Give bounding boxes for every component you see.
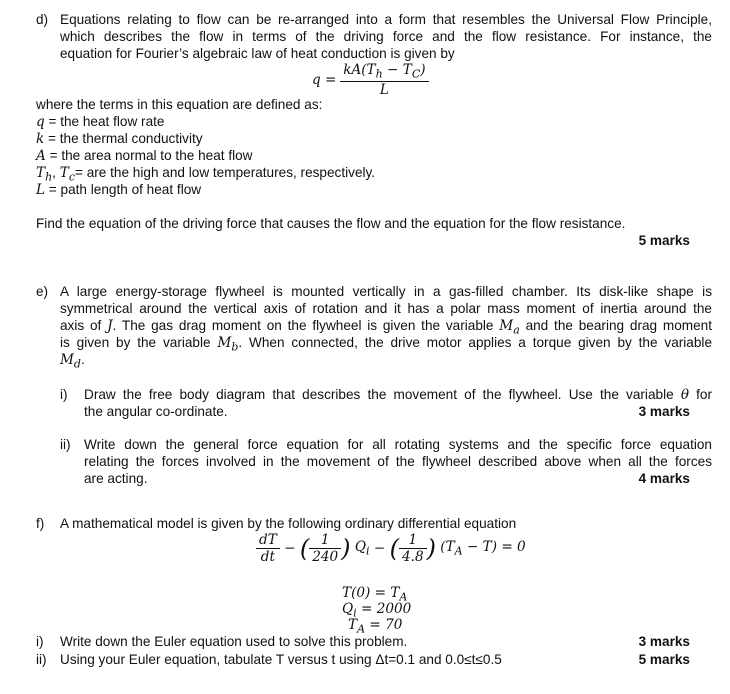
ode-paren-close-2: ) bbox=[426, 534, 436, 563]
cond3-b: = 70 bbox=[365, 617, 403, 633]
section-f-i-text: Write down the Euler equation used to solve this problem. bbox=[60, 634, 408, 649]
fourier-equation-fraction bbox=[340, 62, 428, 98]
ode-paren-open-2: ( bbox=[389, 534, 399, 563]
section-d-question: Find the equation of the driving force that causes the flow and the equation for the flow resistance. bbox=[36, 216, 626, 231]
section-e-ii-line-3: are acting. bbox=[84, 471, 148, 486]
fourier-equation bbox=[312, 62, 429, 98]
temp-high-symbol: T bbox=[36, 165, 46, 181]
term-k-symbol: k bbox=[36, 131, 45, 147]
e-line4-m: M bbox=[217, 335, 232, 351]
e-line5-m-sub: d bbox=[73, 357, 81, 371]
e-line3-j: J bbox=[107, 318, 113, 334]
section-f-ii-marks: 5 marks bbox=[638, 652, 690, 667]
ode-ta-sub: A bbox=[454, 544, 463, 558]
eq-num-a: kA(T bbox=[343, 62, 376, 78]
ode-minus-2: − bbox=[373, 540, 386, 557]
term-l-definition: = path length of heat flow bbox=[45, 182, 202, 197]
term-l-symbol: L bbox=[36, 182, 46, 198]
term-a bbox=[36, 148, 253, 164]
section-e-ii-label: ii) bbox=[60, 437, 71, 452]
section-e-i-marks: 3 marks bbox=[638, 404, 690, 419]
ode-derivative bbox=[256, 532, 280, 565]
section-f-ii-text: Using your Euler equation, tabulate T versus t using Δt=0.1 and 0.0≤t≤0.5 bbox=[60, 652, 502, 667]
ode-paren-open-1: ( bbox=[299, 534, 310, 563]
term-q-symbol: q bbox=[36, 114, 45, 130]
term-q bbox=[36, 114, 164, 130]
e-line4-b: . When connected, the drive motor applies a torque given by the variable bbox=[238, 335, 713, 350]
e-i-line1-a: Draw the free body diagram that describes the movement of the flywheel. Use the variable bbox=[84, 387, 681, 402]
section-f-intro: A mathematical model is given by the following ordinary differential equation bbox=[60, 516, 517, 531]
ode-minus-1: − bbox=[284, 540, 296, 557]
ode-ta: (T bbox=[440, 539, 455, 556]
eq-num-sub-c: C bbox=[411, 67, 421, 81]
term-l bbox=[36, 182, 201, 198]
section-e-line-3 bbox=[60, 318, 712, 337]
temp-separator: , bbox=[52, 165, 60, 180]
section-e-ii-line-2: relating the forces involved in the movement of the flywheel described above when all the forces bbox=[84, 454, 712, 469]
eq-num-b: − T bbox=[382, 62, 412, 78]
ode-tail-text: − T) = 0 bbox=[462, 539, 526, 556]
ode-equation bbox=[256, 532, 526, 565]
cond2-sub: i bbox=[353, 606, 357, 620]
ode-q-sub: i bbox=[366, 544, 370, 558]
section-f-ii-label: ii) bbox=[36, 652, 47, 667]
section-e-ii-marks: 4 marks bbox=[638, 471, 690, 486]
e-line5-end: . bbox=[80, 352, 85, 367]
fourier-equation-denominator: L bbox=[340, 81, 428, 98]
cond2-b: = 2000 bbox=[356, 601, 412, 617]
theta-symbol: θ bbox=[680, 387, 689, 403]
ode-q-term bbox=[354, 539, 370, 558]
terms-intro: where the terms in this equation are defined as: bbox=[36, 97, 323, 112]
cond3-sub: A bbox=[357, 622, 366, 636]
eq-num-sub-h: h bbox=[375, 67, 383, 81]
section-e-label: e) bbox=[36, 284, 49, 299]
term-temperatures bbox=[36, 165, 375, 184]
temp-low-sub: c bbox=[68, 170, 75, 184]
temp-high-sub: h bbox=[45, 170, 53, 184]
ode-paren-close-1: ) bbox=[341, 534, 351, 563]
cond1-sub: A bbox=[399, 590, 408, 604]
section-e-i-label: i) bbox=[60, 387, 68, 402]
term-k-definition: = the thermal conductivity bbox=[44, 131, 203, 146]
ode-48: 4.8 bbox=[399, 548, 427, 565]
section-f-i-marks: 3 marks bbox=[638, 634, 690, 649]
section-d-line-2: which describes the flow in terms of the driving force and the flow resistance. For instance, the bbox=[60, 29, 712, 44]
term-q-definition: = the heat flow rate bbox=[44, 114, 165, 129]
ode-240: 240 bbox=[309, 548, 341, 565]
e-line3-a: axis of bbox=[60, 318, 108, 333]
ode-fraction-48 bbox=[399, 532, 427, 565]
ode-one-a: 1 bbox=[320, 532, 330, 548]
e-line5-m: M bbox=[60, 352, 74, 368]
ode-one-b: 1 bbox=[408, 532, 418, 548]
ode-fraction-240 bbox=[309, 532, 341, 565]
cond2-a: Q bbox=[342, 601, 354, 617]
e-i-line1-b: for bbox=[689, 387, 713, 402]
ode-dT: dT bbox=[259, 532, 277, 548]
section-d-marks: 5 marks bbox=[638, 233, 690, 248]
section-d-line-1: Equations relating to flow can be re-arranged into a form that resembles the Universal Flow Principle, bbox=[60, 12, 712, 27]
section-f-label: f) bbox=[36, 516, 45, 531]
term-k bbox=[36, 131, 203, 147]
e-line4-m-sub: b bbox=[231, 340, 239, 354]
cond3-a: T bbox=[348, 617, 358, 633]
ode-q: Q bbox=[354, 539, 367, 556]
section-e-ii-line-1: Write down the general force equation for all rotating systems and the specific force equation bbox=[84, 437, 712, 452]
cond1-a: T(0) = T bbox=[342, 585, 400, 601]
fourier-equation-lhs: q = bbox=[312, 71, 337, 88]
section-f-i-label: i) bbox=[36, 634, 44, 649]
section-e-i-line-2: the angular co-ordinate. bbox=[84, 404, 228, 419]
section-e-i-line-1 bbox=[84, 387, 712, 403]
section-d-label: d) bbox=[36, 12, 49, 27]
ode-tail bbox=[440, 539, 526, 558]
temp-low-symbol: T bbox=[59, 165, 69, 181]
term-a-definition: = the area normal to the heat flow bbox=[45, 148, 253, 163]
e-line4-a: is given by the variable bbox=[60, 335, 218, 350]
fourier-equation-numerator bbox=[340, 62, 428, 81]
e-line3-b: . The gas drag moment on the flywheel is given the variable bbox=[112, 318, 500, 333]
section-e-line-1: A large energy-storage flywheel is mounted vertically in a gas-filled chamber. Its disk-like shape is bbox=[60, 284, 712, 299]
section-d-line-3: equation for Fourier’s algebraic law of heat conduction is given by bbox=[60, 46, 455, 61]
section-e-line-5 bbox=[60, 352, 85, 371]
condition-ta bbox=[348, 617, 402, 636]
term-a-symbol: A bbox=[36, 148, 46, 164]
e-line3-c: and the bearing drag moment bbox=[519, 318, 712, 333]
e-line3-m-sub: a bbox=[513, 323, 520, 337]
ode-dt: dt bbox=[256, 548, 280, 565]
section-e-line-4 bbox=[60, 335, 712, 354]
eq-num-end: ) bbox=[420, 62, 426, 78]
e-line3-m: M bbox=[499, 318, 514, 334]
section-e-line-2: symmetrical around the vertical axis of rotation and it has a polar mass moment of inertia around the bbox=[60, 301, 712, 316]
temp-definition: = are the high and low temperatures, respectively. bbox=[74, 165, 376, 180]
